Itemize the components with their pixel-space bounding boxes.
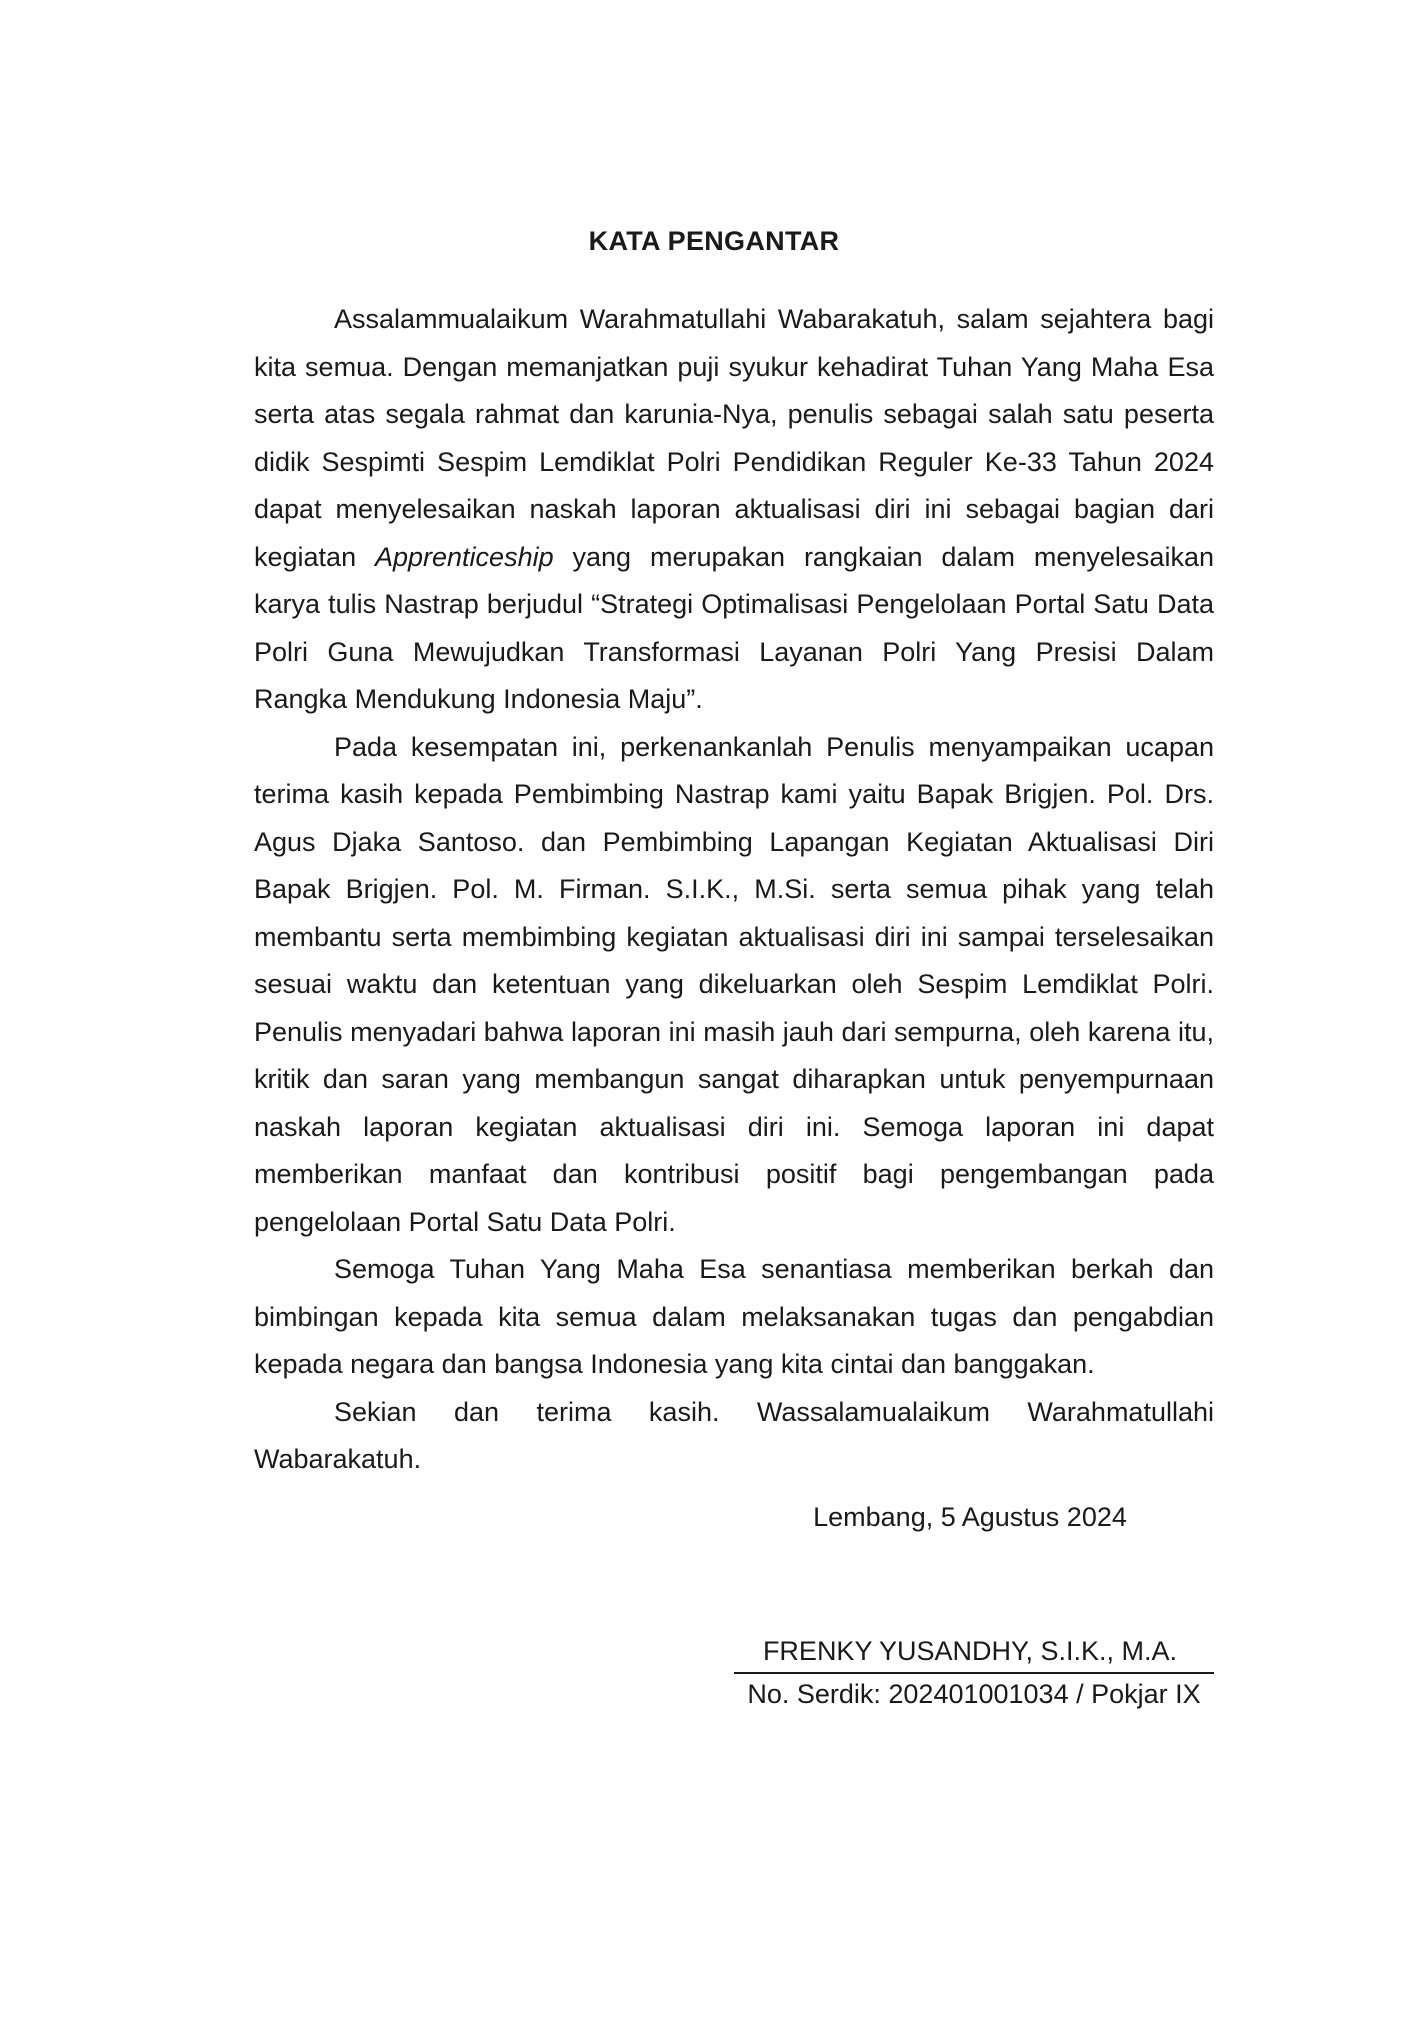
paragraph-blessing: Semoga Tuhan Yang Maha Esa senantiasa memberikan berkah dan bimbingan kepada kita semua dalam melaksanakan tugas dan pengabdian kepada negara dan bangsa Indonesia yang kita cintai dan banggakan. bbox=[254, 1254, 1214, 1379]
paragraph-opening bbox=[254, 296, 1214, 724]
place-date: Lembang, 5 Agustus 2024 bbox=[813, 1502, 1127, 1532]
italic-term: Apprenticeship bbox=[374, 541, 554, 572]
document-body bbox=[254, 296, 1214, 1484]
signer-name: FRENKY YUSANDHY, S.I.K., M.A. bbox=[762, 1636, 1178, 1666]
document-title: KATA PENGANTAR bbox=[588, 226, 840, 256]
paragraph-closing: Sekian dan terima kasih. Wassalamualaikum Warahmatullahi Wabarakatuh. bbox=[254, 1396, 1214, 1474]
paragraph-opening-continuation: yang merupakan rangkaian dalam menyelesaikan karya tulis Nastrap berjudul “Strategi Optimalisasi Pengelolaan Portal Satu Data Polri Guna Mewujudkan Transformasi Layanan Polri Yang Presisi Dalam Rangka Mendukung Indonesia Maju”. bbox=[254, 541, 1214, 714]
paragraph-opening-text: Assalammualaikum Warahmatullahi Wabarakatuh, salam sejahtera bagi kita semua. Dengan memanjatkan puji syukur kehadirat Tuhan Yang Maha Esa serta atas segala rahmat dan karunia-Nya, penulis sebagai salah satu peserta didik Sespimti Sespim Lemdiklat Polri Pendidikan Reguler Ke-33 Tahun 2024 dapat menyelesaikan naskah laporan aktualisasi diri ini sebagai bagian dari kegiatan bbox=[254, 304, 1214, 572]
signature-underline bbox=[734, 1672, 1214, 1674]
signer-id: No. Serdik: 202401001034 / Pokjar IX bbox=[747, 1679, 1201, 1709]
paragraph-acknowledgement: Pada kesempatan ini, perkenankanlah Penulis menyampaikan ucapan terima kasih kepada Pembimbing Nastrap kami yaitu Bapak Brigjen. Pol. Drs. Agus Djaka Santoso. dan Pembimbing Lapangan Kegiatan Aktualisasi Diri Bapak Brigjen. Pol. M. Firman. S.I.K., M.Si. serta semua pihak yang telah membantu serta membimbing kegiatan aktualisasi diri ini sampai terselesaikan sesuai waktu dan ketentuan yang dikeluarkan oleh Sespim Lemdiklat Polri. Penulis menyadari bahwa laporan ini masih jauh dari sempurna, oleh karena itu, kritik dan saran yang membangun sangat diharapkan untuk penyempurnaan naskah laporan kegiatan aktualisasi diri ini. Semoga laporan ini dapat memberikan manfaat dan kontribusi positif bagi pengembangan pada pengelolaan Portal Satu Data Polri. bbox=[254, 731, 1214, 1237]
